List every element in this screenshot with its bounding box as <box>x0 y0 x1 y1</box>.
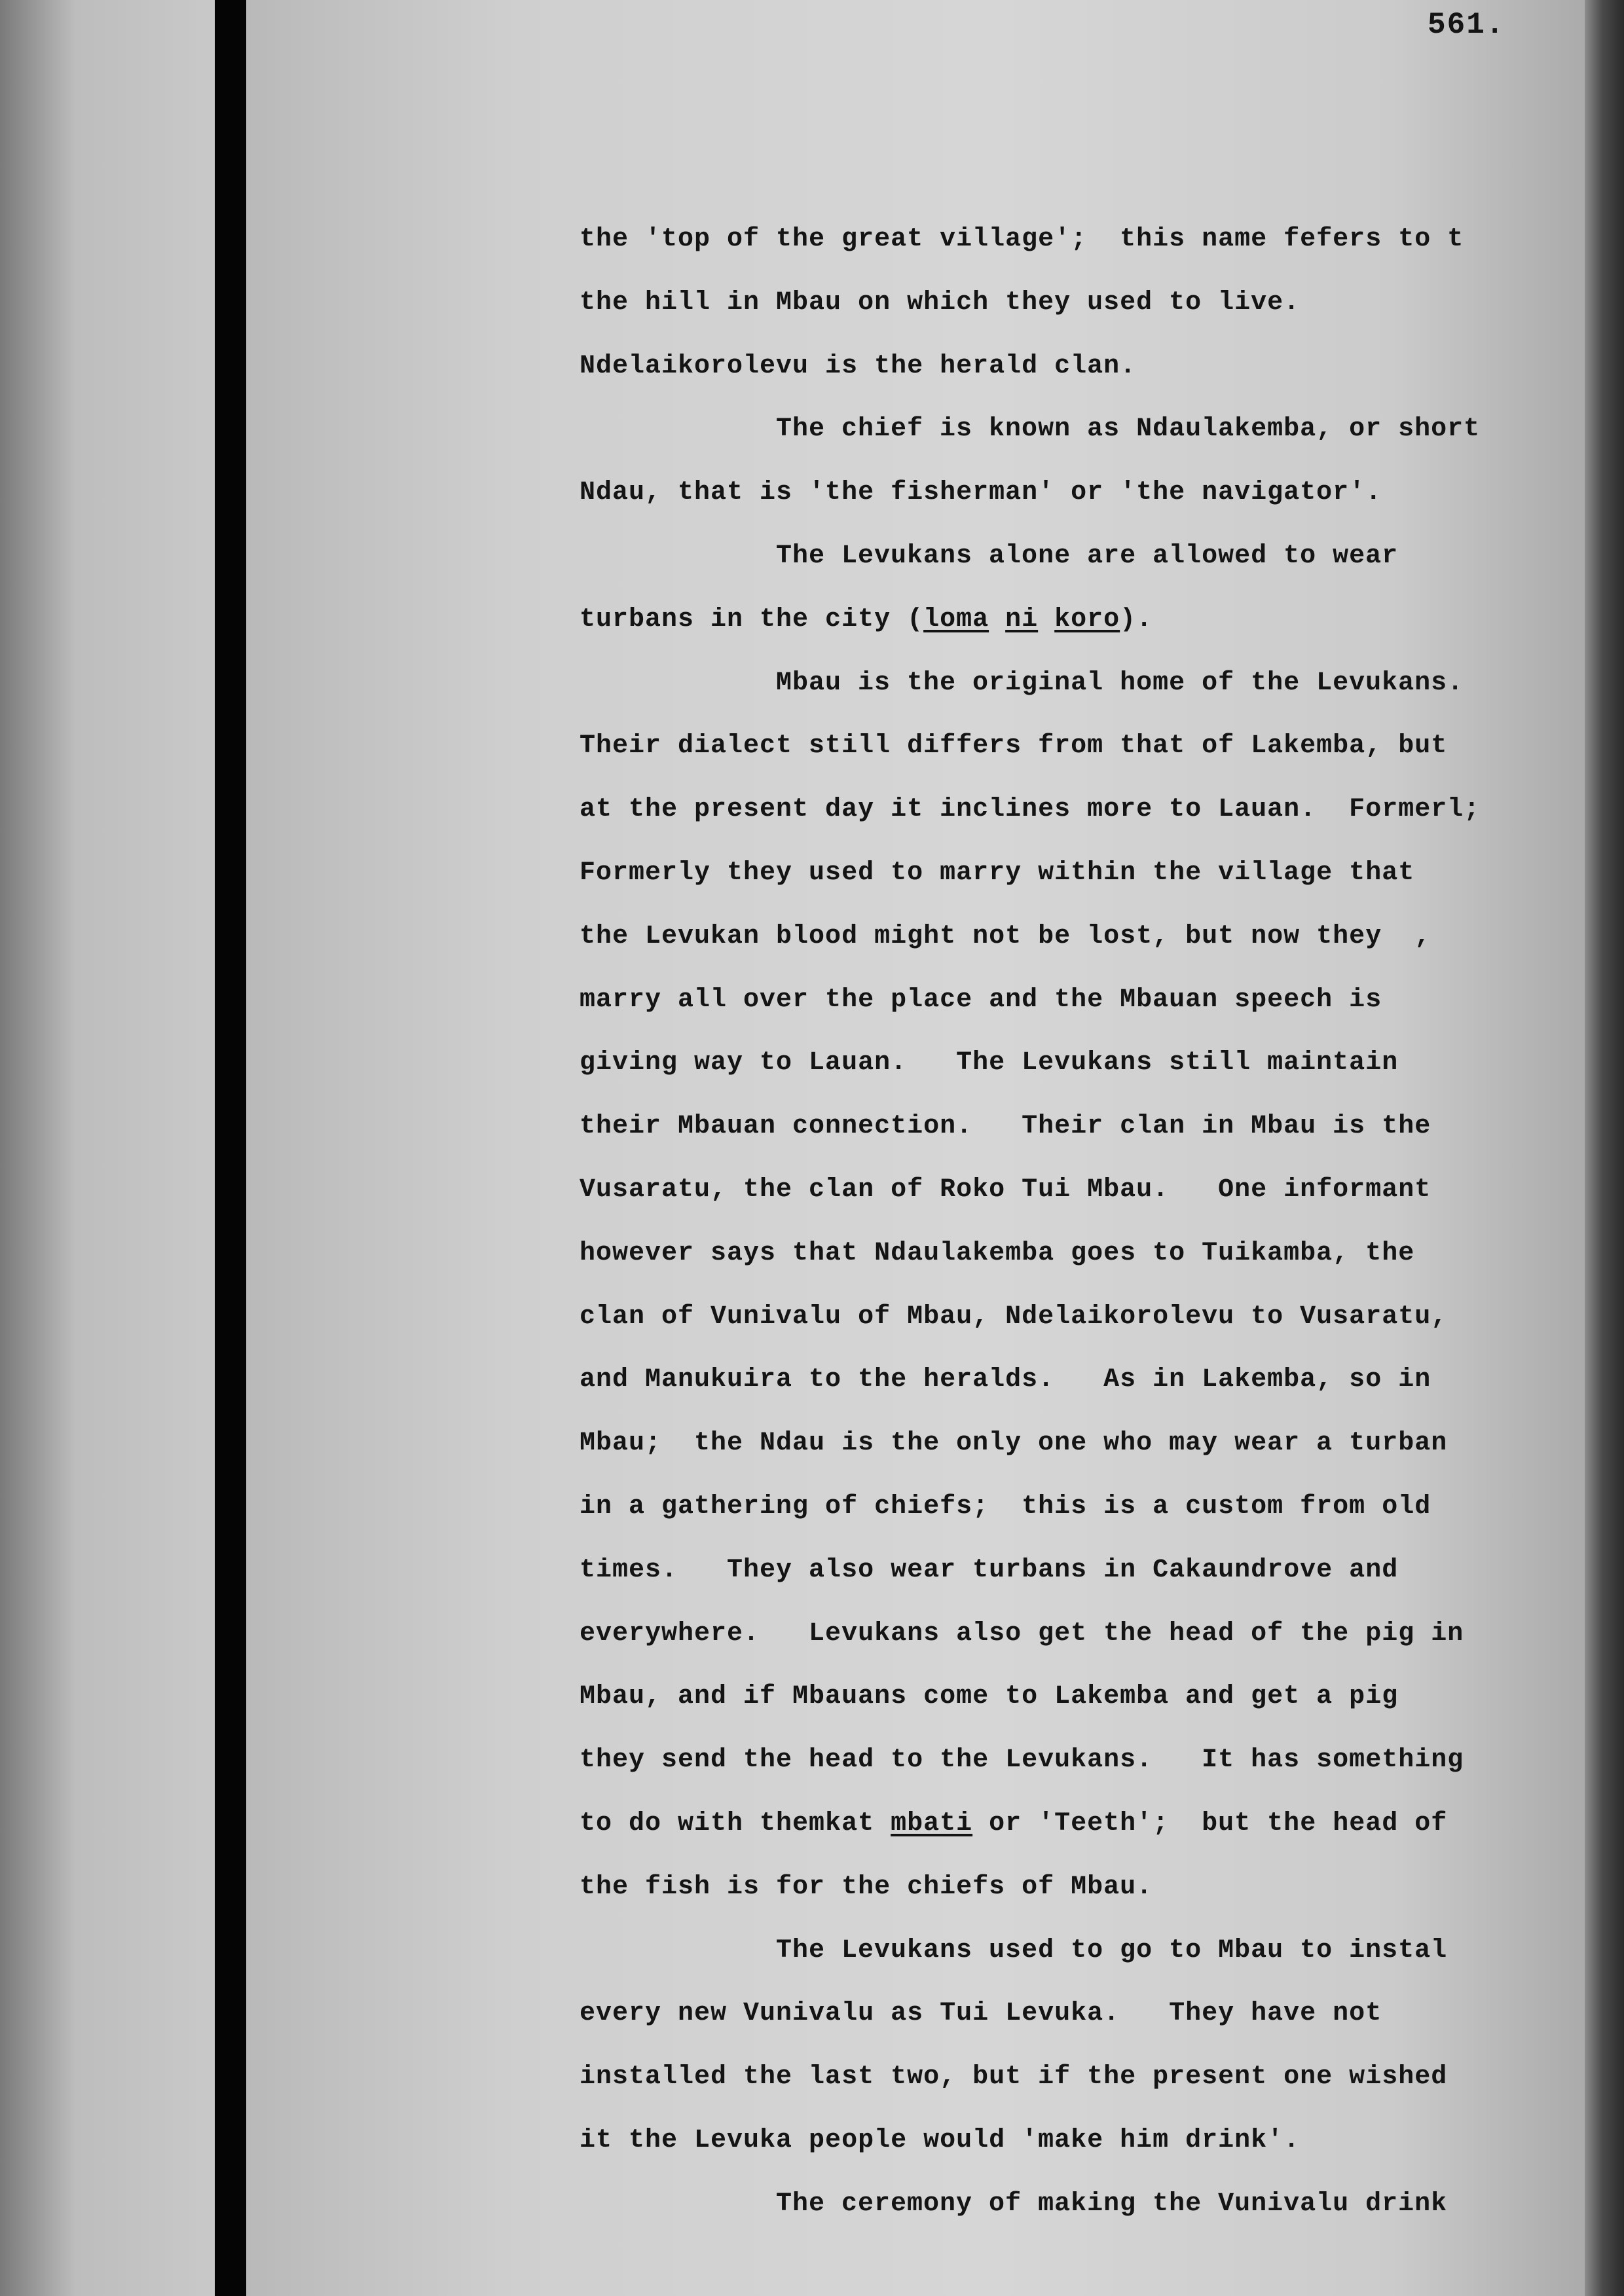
text-line: Their dialect still differs from that of Lakemba, but <box>580 731 1448 761</box>
text-line: everywhere. Levukans also get the head of the pig in <box>580 1618 1464 1649</box>
text-line-with-underline <box>580 589 1575 652</box>
text-line: Formerly they used to marry within the village that <box>580 858 1415 888</box>
text-line: giving way to Lauan. The Levukans still maintain <box>580 1048 1399 1078</box>
text-line: the hill in Mbau on which they used to live. <box>580 287 1301 318</box>
right-page-edge <box>1585 0 1624 2296</box>
underlined-word: mbati <box>891 1808 973 1838</box>
text-line: Mbau; the Ndau is the only one who may wear a turban <box>580 1429 1448 1459</box>
text-line: Ndelaikorolevu is the herald clan. <box>580 351 1137 381</box>
text-line: in a gathering of chiefs; this is a custom from old <box>580 1491 1431 1522</box>
text-line: they send the head to the Levukans. It has something <box>580 1745 1464 1776</box>
text-line: marry all over the place and the Mbauan speech is <box>580 985 1382 1015</box>
text-line: at the present day it inclines more to Lauan. Formerl; <box>580 795 1481 825</box>
text-line: their Mbauan connection. Their clan in Mbau is the <box>580 1112 1431 1142</box>
line-text: to do with themkat <box>580 1808 891 1838</box>
text-line-with-underline <box>580 1793 1575 1856</box>
text-line: the fish is for the chiefs of Mbau. <box>580 1872 1153 1902</box>
line-text: turbans in the city ( <box>580 604 924 634</box>
text-line: times. They also wear turbans in Cakaundrove and <box>580 1555 1399 1585</box>
binding-edge <box>215 0 246 2296</box>
text-line: Mbau is the original home of the Levukans. <box>776 668 1464 698</box>
text-line: Vusaratu, the clan of Roko Tui Mbau. One informant <box>580 1175 1431 1205</box>
typescript-body <box>580 208 1575 2236</box>
left-margin <box>0 0 216 2296</box>
text-line: Ndau, that is 'the fisherman' or 'the navigator'. <box>580 478 1382 508</box>
text-line: clan of Vunivalu of Mbau, Ndelaikorolevu to Vusaratu, <box>580 1302 1448 1332</box>
page-number: 561. <box>1428 8 1505 42</box>
text-line: it the Levuka people would 'make him drink'. <box>580 2125 1301 2155</box>
underlined-word: loma <box>923 604 989 634</box>
text-line: and Manukuira to the heralds. As in Lakemba, so in <box>580 1365 1431 1395</box>
line-text-end: ). <box>1120 604 1153 634</box>
text-line: Mbau, and if Mbauans come to Lakemba and get a pig <box>580 1682 1399 1712</box>
text-line: however says that Ndaulakemba goes to Tuikamba, the <box>580 1238 1415 1268</box>
text-line: The ceremony of making the Vunivalu drink <box>776 2189 1448 2219</box>
text-line: The Levukans used to go to Mbau to instal <box>776 1935 1448 1965</box>
underlined-word: koro <box>1054 604 1120 634</box>
text-line: every new Vunivalu as Tui Levuka. They have not <box>580 1999 1382 2029</box>
text-line: The chief is known as Ndaulakemba, or short <box>776 414 1481 445</box>
text-line: The Levukans alone are allowed to wear <box>776 541 1399 571</box>
text-line: installed the last two, but if the present one wished <box>580 2062 1448 2092</box>
underlined-word: ni <box>1005 604 1039 634</box>
text-line: the 'top of the great village'; this name fefers to t <box>580 225 1464 254</box>
line-text-end: or 'Teeth'; but the head of <box>972 1808 1448 1838</box>
text-line: the Levukan blood might not be lost, but now they , <box>580 921 1431 951</box>
